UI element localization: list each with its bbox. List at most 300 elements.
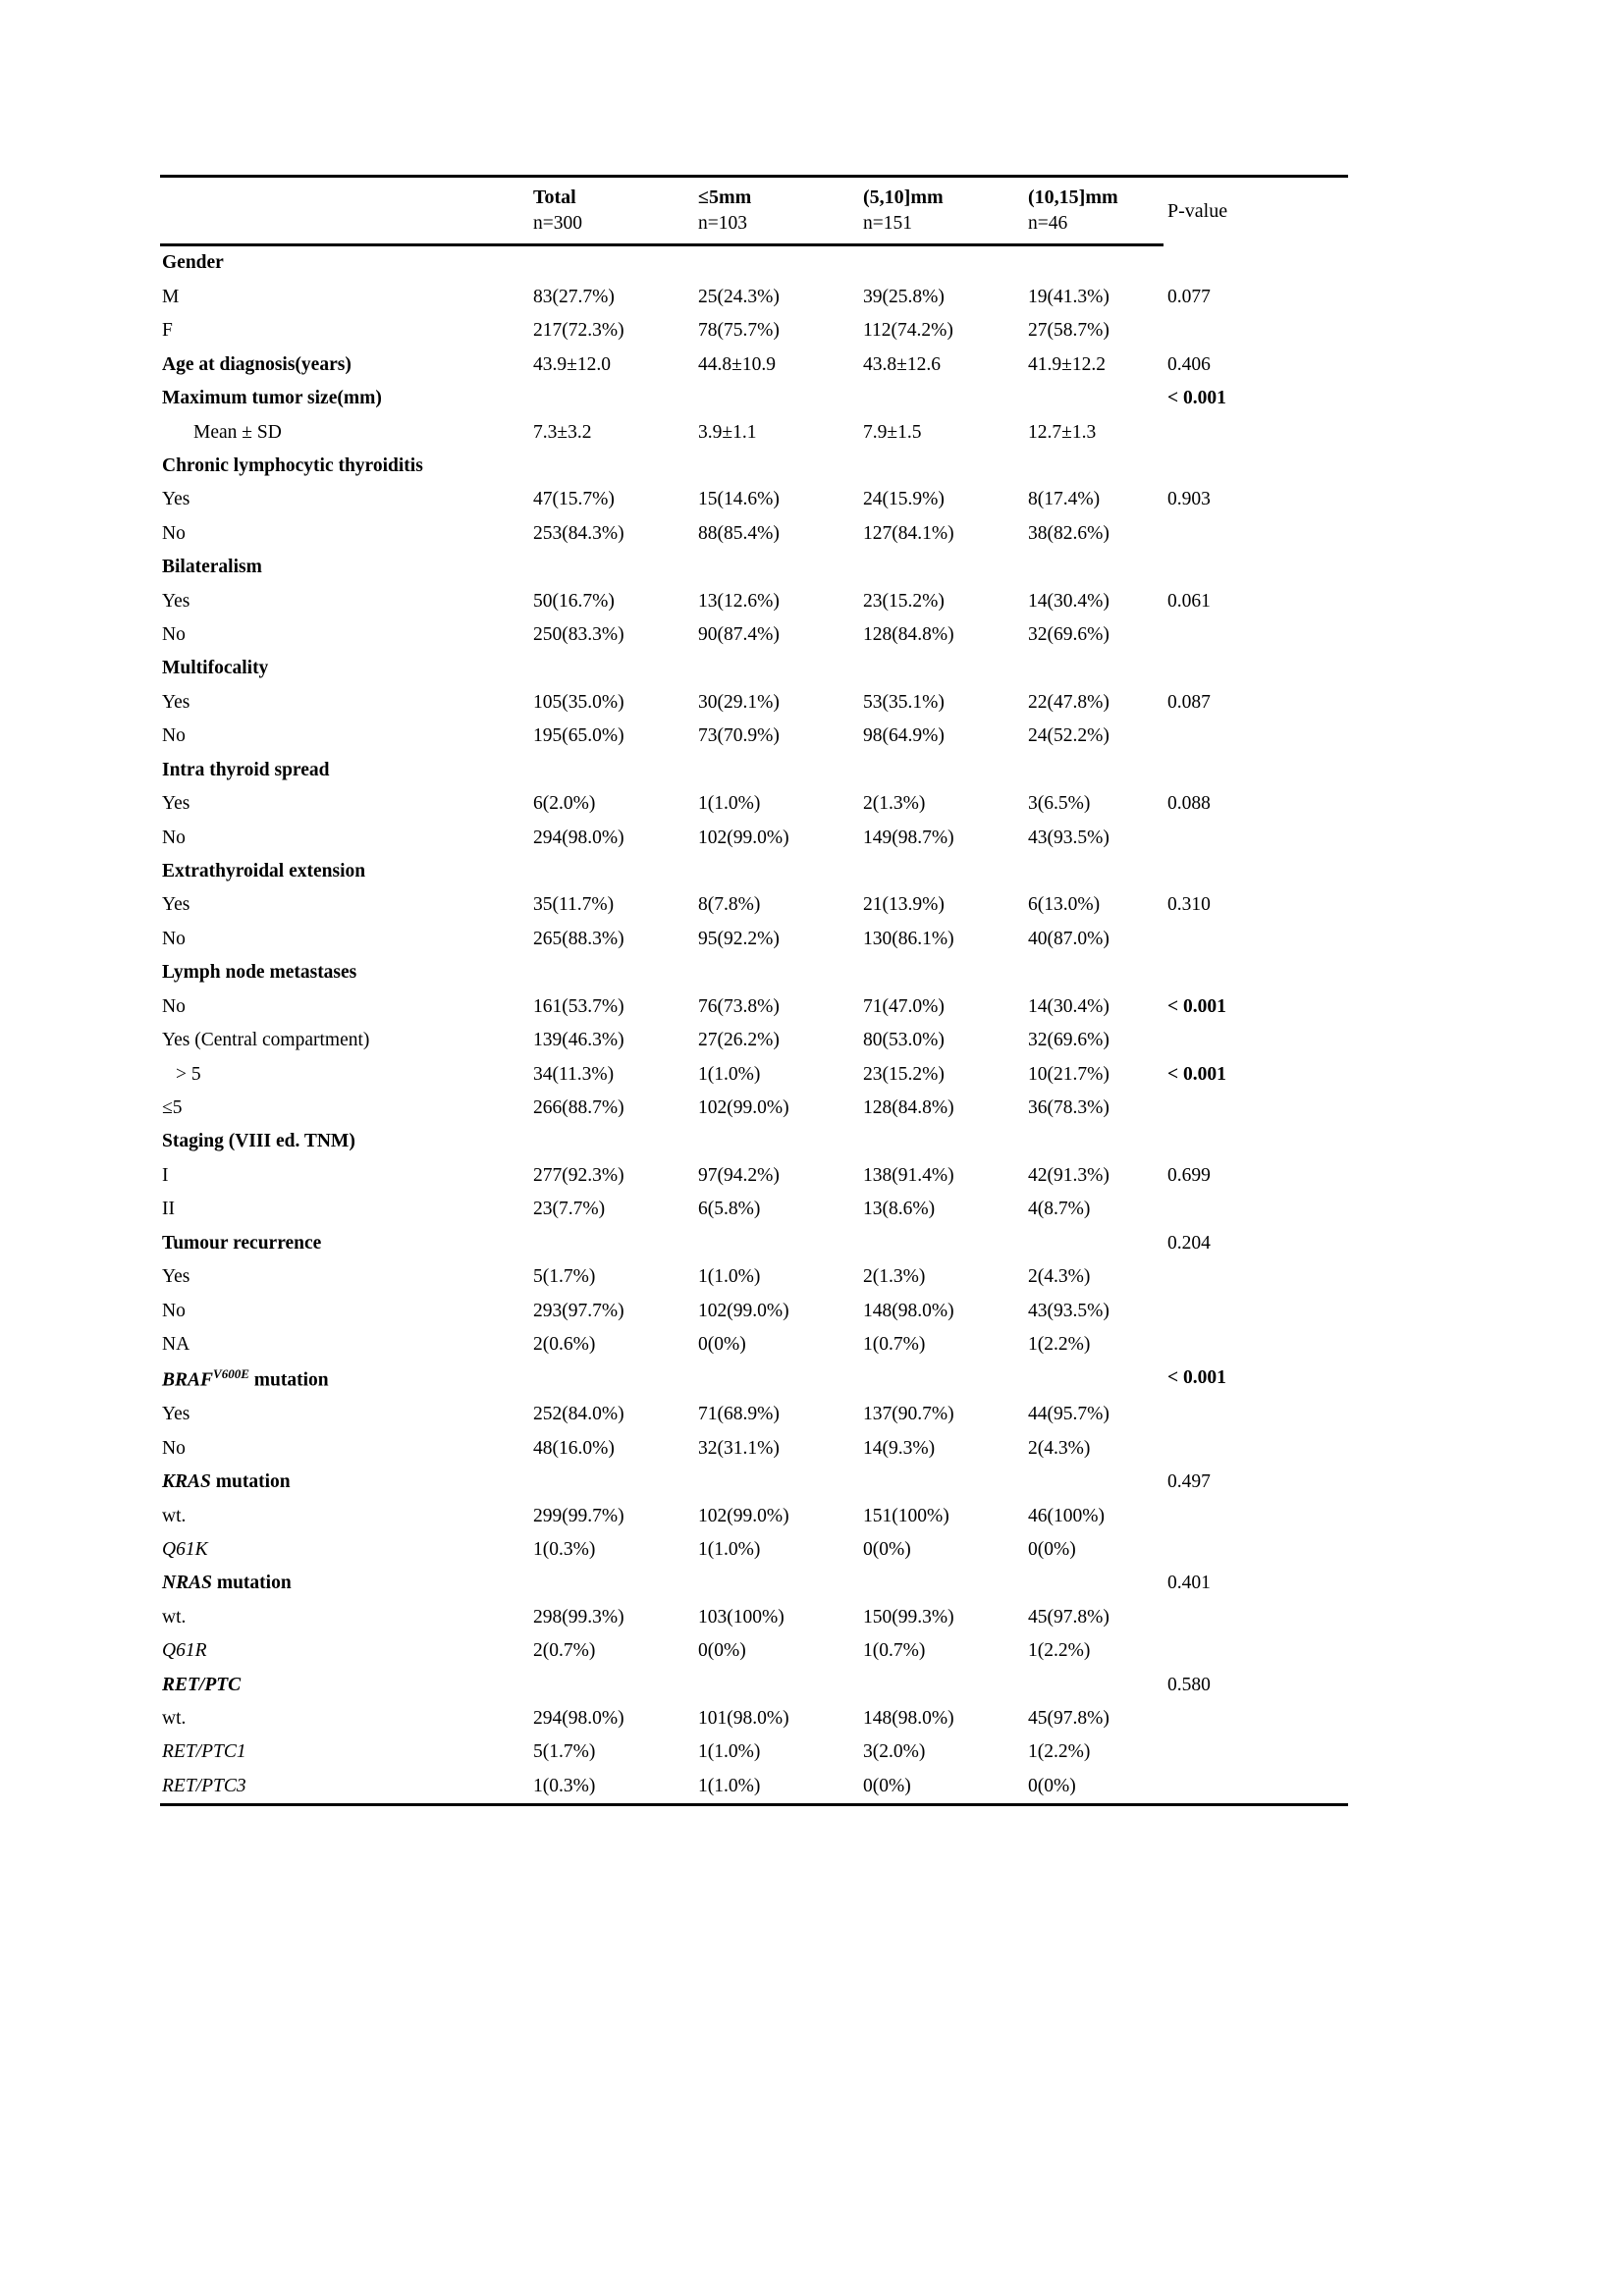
row-label: > 5 [176,1063,201,1085]
cell-total: 83(27.7%) [533,286,615,307]
cell-le5mm: 102(99.0%) [698,1300,789,1321]
cell-pvalue: 0.061 [1167,590,1211,612]
cell-total: 35(11.7%) [533,894,615,916]
cell-pvalue [1164,1601,1348,1634]
table-row [160,1398,1348,1431]
cell-le5mm [696,1669,861,1702]
cell-pvalue: 0.310 [1167,894,1211,916]
cell-10to15mm [1026,1362,1164,1398]
cell-total [531,652,696,685]
row-label: wt. [162,1606,187,1628]
cell-total: 23(7.7%) [533,1199,606,1220]
cell-pvalue [1164,517,1348,551]
cell-pvalue [1164,1092,1348,1125]
table-row [160,585,1348,618]
cell-5to10mm: 39(25.8%) [863,286,945,307]
header-n-5to10mm: n=151 [861,211,1026,245]
cell-le5mm [696,855,861,888]
cell-10to15mm: 32(69.6%) [1028,624,1110,646]
cell-pvalue: 0.497 [1167,1471,1211,1493]
row-label: No [162,1437,186,1459]
cell-le5mm: 1(1.0%) [698,1538,761,1560]
table-row [160,1533,1348,1567]
cell-total: 266(88.7%) [533,1096,624,1118]
cell-5to10mm: 150(99.3%) [863,1606,954,1628]
cell-pvalue [1164,1634,1348,1668]
cell-pvalue [1164,1193,1348,1226]
cell-10to15mm [1026,551,1164,584]
cell-5to10mm: 43.8±12.6 [863,353,941,375]
header-le5mm: ≤5mm [696,177,861,212]
cell-le5mm [696,1567,861,1600]
gene-name: BRAF [162,1369,214,1391]
header-n-total: n=300 [531,211,696,245]
row-label: Bilateralism [162,557,262,578]
cell-pvalue [1164,720,1348,753]
cell-pvalue [1164,822,1348,855]
gene-variant-superscript: V600E [213,1366,249,1382]
table-row [160,348,1348,382]
table-row [160,1328,1348,1362]
table-body [160,245,1348,1805]
table-row [160,956,1348,989]
cell-pvalue: 0.406 [1167,353,1211,375]
cell-5to10mm: 130(86.1%) [863,928,954,949]
cell-le5mm: 1(1.0%) [698,793,761,815]
row-label: wt. [162,1708,187,1730]
cell-10to15mm [1026,382,1164,415]
table-row [160,1500,1348,1533]
table-row [160,1567,1348,1600]
cell-total: 50(16.7%) [533,590,615,612]
row-label: Extrathyroidal extension [162,861,366,882]
row-label [160,1770,531,1805]
cell-5to10mm: 23(15.2%) [863,590,945,612]
row-label [160,1634,531,1668]
row-label-text: mutation [210,1471,291,1493]
row-label: NA [162,1333,190,1355]
cell-pvalue [1164,1398,1348,1431]
table-row [160,787,1348,821]
cell-pvalue [1164,855,1348,888]
cell-pvalue: 0.077 [1167,286,1211,307]
cell-10to15mm: 42(91.3%) [1028,1164,1110,1186]
cell-pvalue: < 0.001 [1167,388,1226,409]
cell-le5mm [696,382,861,415]
table-row [160,686,1348,720]
cell-5to10mm: 13(8.6%) [863,1199,936,1220]
cell-total: 139(46.3%) [533,1030,624,1051]
cell-5to10mm [861,1567,1026,1600]
cell-10to15mm [1026,1669,1164,1702]
cell-10to15mm [1026,855,1164,888]
row-label: Yes [162,1404,190,1425]
row-label: No [162,1300,186,1321]
row-label: Yes [162,1266,190,1288]
table-row [160,1735,1348,1769]
cell-le5mm: 3.9±1.1 [698,421,757,443]
row-label: Maximum tumor size(mm) [162,388,382,409]
cell-5to10mm: 0(0%) [861,1770,1026,1805]
cell-total [531,245,696,281]
row-label-text: RET/PTC1 [162,1741,246,1763]
cell-total [531,551,696,584]
cell-10to15mm: 0(0%) [1026,1770,1164,1805]
cell-5to10mm: 24(15.9%) [863,489,945,510]
row-label-text: Q61R [162,1640,207,1662]
cell-pvalue [1164,314,1348,347]
cell-10to15mm: 38(82.6%) [1028,522,1110,544]
row-label: wt. [162,1505,187,1526]
table-row [160,1362,1348,1398]
cell-pvalue: 0.903 [1167,489,1211,510]
cell-total [531,855,696,888]
cell-5to10mm [861,956,1026,989]
cell-total: 1(0.3%) [531,1770,696,1805]
cell-le5mm: 73(70.9%) [698,725,780,747]
table-row [160,483,1348,516]
cell-5to10mm: 127(84.1%) [863,522,954,544]
cell-5to10mm: 148(98.0%) [863,1300,954,1321]
cell-le5mm [696,1466,861,1499]
cell-pvalue: 0.204 [1167,1232,1211,1254]
table-header [160,177,1348,245]
cell-5to10mm [861,1362,1026,1398]
cell-5to10mm: 128(84.8%) [863,624,954,646]
row-label [160,1466,531,1499]
cell-total [531,754,696,787]
cell-le5mm: 13(12.6%) [698,590,780,612]
cell-10to15mm [1026,245,1164,281]
cell-10to15mm [1026,754,1164,787]
cell-5to10mm: 138(91.4%) [863,1164,954,1186]
table-row [160,1058,1348,1092]
row-label: Multifocality [162,658,269,679]
cell-total [531,956,696,989]
cell-total: 277(92.3%) [533,1164,624,1186]
cell-le5mm: 102(99.0%) [698,1096,789,1118]
cell-total [531,1227,696,1260]
cell-le5mm [696,754,861,787]
header-n-le5mm: n=103 [696,211,861,245]
cell-10to15mm: 22(47.8%) [1028,691,1110,713]
cell-pvalue [1164,618,1348,652]
cell-pvalue: < 0.001 [1167,1063,1226,1085]
cell-5to10mm: 71(47.0%) [863,995,945,1017]
cell-5to10mm: 2(1.3%) [863,793,926,815]
cell-5to10mm: 0(0%) [863,1538,911,1560]
cell-le5mm [696,1227,861,1260]
header-total: Total [531,177,696,212]
cell-le5mm: 71(68.9%) [698,1404,780,1425]
cell-5to10mm: 3(2.0%) [863,1741,926,1763]
cell-le5mm: 102(99.0%) [698,827,789,848]
cell-total: 6(2.0%) [533,793,596,815]
cell-10to15mm: 1(2.2%) [1028,1333,1091,1355]
cell-total [531,450,696,483]
gene-name: NRAS [162,1573,212,1594]
cell-total [531,1567,696,1600]
cell-total: 298(99.3%) [533,1606,624,1628]
cell-le5mm [696,245,861,281]
table-row [160,382,1348,415]
cell-5to10mm [861,652,1026,685]
table-row [160,1159,1348,1193]
cell-10to15mm: 1(2.2%) [1028,1741,1091,1763]
cell-le5mm: 1(1.0%) [698,1063,761,1085]
row-label [160,1567,531,1600]
table-row [160,314,1348,347]
cell-total: 47(15.7%) [533,489,615,510]
cell-10to15mm: 45(97.8%) [1028,1606,1110,1628]
cell-pvalue: 0.087 [1167,691,1211,713]
cell-le5mm: 78(75.7%) [698,320,780,342]
cell-pvalue [1164,1295,1348,1328]
table-row [160,1432,1348,1466]
data-table [160,175,1348,1806]
cell-le5mm [696,1125,861,1158]
cell-le5mm: 1(1.0%) [696,1770,861,1805]
cell-10to15mm [1026,1125,1164,1158]
table-row [160,1227,1348,1260]
table-row [160,1601,1348,1634]
cell-5to10mm: 80(53.0%) [863,1030,945,1051]
row-label: Lymph node metastases [162,962,357,984]
cell-10to15mm: 1(2.2%) [1028,1640,1091,1662]
cell-10to15mm: 24(52.2%) [1028,725,1110,747]
table-row [160,1260,1348,1294]
cell-total: 43.9±12.0 [533,353,611,375]
cell-total: 294(98.0%) [533,1708,624,1730]
table-row [160,888,1348,922]
row-label [160,1362,531,1398]
table-row [160,923,1348,956]
cell-5to10mm: 14(9.3%) [863,1437,936,1459]
cell-5to10mm [861,1227,1026,1260]
cell-5to10mm: 23(15.2%) [863,1063,945,1085]
table-row [160,652,1348,685]
cell-10to15mm: 2(4.3%) [1028,1266,1091,1288]
row-label: No [162,995,186,1017]
cell-10to15mm: 8(17.4%) [1028,489,1101,510]
table-row [160,1193,1348,1226]
cell-10to15mm: 27(58.7%) [1028,320,1110,342]
table-row [160,990,1348,1024]
table-row [160,1125,1348,1158]
cell-le5mm: 101(98.0%) [698,1708,789,1730]
cell-5to10mm: 7.9±1.5 [863,421,922,443]
cell-5to10mm: 53(35.1%) [863,691,945,713]
cell-5to10mm [861,1466,1026,1499]
cell-pvalue [1164,652,1348,685]
row-label: No [162,928,186,949]
table-row [160,1770,1348,1805]
table-row [160,281,1348,314]
cell-le5mm: 1(1.0%) [698,1741,761,1763]
cell-5to10mm: 151(100%) [863,1505,949,1526]
row-label: Age at diagnosis(years) [162,353,352,375]
cell-10to15mm: 10(21.7%) [1028,1063,1110,1085]
cell-5to10mm [861,1125,1026,1158]
table-row [160,1702,1348,1735]
table-row [160,822,1348,855]
cell-le5mm: 6(5.8%) [698,1199,761,1220]
row-label: Yes (Central compartment) [162,1030,370,1051]
header-n-10to15mm: n=46 [1026,211,1164,245]
cell-10to15mm [1026,956,1164,989]
cell-10to15mm [1026,1227,1164,1260]
cell-5to10mm: 149(98.7%) [863,827,954,848]
cell-total: 252(84.0%) [533,1404,624,1425]
row-label: No [162,827,186,848]
cell-total: 265(88.3%) [533,928,624,949]
cell-10to15mm: 12.7±1.3 [1028,421,1097,443]
cell-10to15mm: 45(97.8%) [1028,1708,1110,1730]
table-row [160,450,1348,483]
row-label: Yes [162,793,190,815]
cell-10to15mm [1026,450,1164,483]
cell-5to10mm [861,551,1026,584]
table-row [160,754,1348,787]
cell-total: 48(16.0%) [533,1437,615,1459]
cell-le5mm [696,652,861,685]
cell-total: 7.3±3.2 [533,421,592,443]
cell-le5mm: 95(92.2%) [698,928,780,949]
cell-10to15mm: 36(78.3%) [1028,1096,1110,1118]
header-pvalue: P-value [1164,177,1348,245]
table-row [160,1634,1348,1668]
table-row [160,245,1348,281]
cell-10to15mm [1026,1567,1164,1600]
cell-le5mm [696,450,861,483]
row-label: Mean ± SD [193,421,282,443]
cell-10to15mm: 46(100%) [1028,1505,1105,1526]
row-label-text: mutation [211,1573,292,1594]
cell-total: 34(11.3%) [533,1063,615,1085]
table-row [160,1092,1348,1125]
cell-total: 5(1.7%) [533,1741,596,1763]
cell-total: 161(53.7%) [533,995,624,1017]
row-label: Yes [162,894,190,916]
cell-pvalue [1164,1702,1348,1735]
table-row [160,517,1348,551]
cell-5to10mm: 1(0.7%) [863,1640,926,1662]
cell-pvalue [1164,1533,1348,1567]
cell-10to15mm: 43(93.5%) [1028,827,1110,848]
row-label [160,1669,531,1702]
cell-total: 217(72.3%) [533,320,624,342]
row-label: Staging (VIII ed. TNM) [162,1131,355,1152]
cell-pvalue [1164,1260,1348,1294]
row-label: Yes [162,489,190,510]
gene-name: RET/PTC [162,1674,242,1695]
cell-5to10mm [861,1669,1026,1702]
cell-10to15mm: 3(6.5%) [1028,793,1091,815]
cell-total: 293(97.7%) [533,1300,624,1321]
cell-10to15mm: 41.9±12.2 [1028,353,1106,375]
cell-le5mm: 15(14.6%) [698,489,780,510]
cell-10to15mm: 2(4.3%) [1028,1437,1091,1459]
row-label: Yes [162,691,190,713]
row-label: I [162,1164,169,1186]
table-row [160,1024,1348,1057]
cell-10to15mm: 40(87.0%) [1028,928,1110,949]
cell-pvalue [1164,1432,1348,1466]
header-blank [160,177,531,212]
cell-5to10mm: 137(90.7%) [863,1404,954,1425]
table-row [160,416,1348,450]
cell-10to15mm: 19(41.3%) [1028,286,1110,307]
cell-le5mm: 103(100%) [698,1606,785,1628]
cell-le5mm: 90(87.4%) [698,624,780,646]
cell-5to10mm [861,855,1026,888]
table-row [160,1669,1348,1702]
cell-10to15mm [1026,652,1164,685]
cell-le5mm: 88(85.4%) [698,522,780,544]
cell-le5mm: 102(99.0%) [698,1505,789,1526]
cell-total [531,382,696,415]
row-label: Intra thyroid spread [162,759,330,780]
cell-total [531,1669,696,1702]
cell-pvalue [1164,1024,1348,1057]
cell-le5mm: 97(94.2%) [698,1164,780,1186]
cell-pvalue: 0.401 [1167,1573,1211,1594]
table-row [160,1295,1348,1328]
header-n-blank [160,211,531,245]
row-label: II [162,1199,175,1220]
cell-5to10mm: 1(0.7%) [863,1333,926,1355]
cell-5to10mm [861,245,1026,281]
header-10to15mm: (10,15]mm [1026,177,1164,212]
cell-le5mm: 1(1.0%) [698,1266,761,1288]
header-5to10mm: (5,10]mm [861,177,1026,212]
cell-10to15mm: 0(0%) [1028,1538,1076,1560]
cell-5to10mm: 2(1.3%) [863,1266,926,1288]
cell-le5mm: 0(0%) [698,1333,746,1355]
cell-pvalue: 0.088 [1167,793,1211,815]
cell-total: 250(83.3%) [533,624,624,646]
cell-pvalue [1164,1770,1348,1805]
cell-pvalue [1164,923,1348,956]
cell-pvalue [1164,1500,1348,1533]
cell-10to15mm [1026,1466,1164,1499]
cell-le5mm [696,551,861,584]
table-row [160,1466,1348,1499]
cell-total: 5(1.7%) [533,1266,596,1288]
cell-5to10mm [861,382,1026,415]
row-label [160,1735,531,1769]
cell-5to10mm: 128(84.8%) [863,1096,954,1118]
cell-total: 294(98.0%) [533,827,624,848]
row-label [160,1533,531,1567]
cell-pvalue [1164,450,1348,483]
cell-total [531,1466,696,1499]
row-label-text: Q61K [162,1538,208,1560]
cell-10to15mm: 14(30.4%) [1028,995,1110,1017]
cell-le5mm: 30(29.1%) [698,691,780,713]
cell-pvalue [1164,1735,1348,1769]
cell-total: 2(0.7%) [533,1640,596,1662]
table-row [160,618,1348,652]
cell-10to15mm: 44(95.7%) [1028,1404,1110,1425]
cell-le5mm: 76(73.8%) [698,995,780,1017]
row-label-text: mutation [248,1369,329,1391]
cell-5to10mm: 21(13.9%) [863,894,945,916]
cell-5to10mm: 112(74.2%) [863,320,953,342]
cell-total [531,1362,696,1398]
cell-5to10mm: 98(64.9%) [863,725,945,747]
row-label: M [162,286,180,307]
